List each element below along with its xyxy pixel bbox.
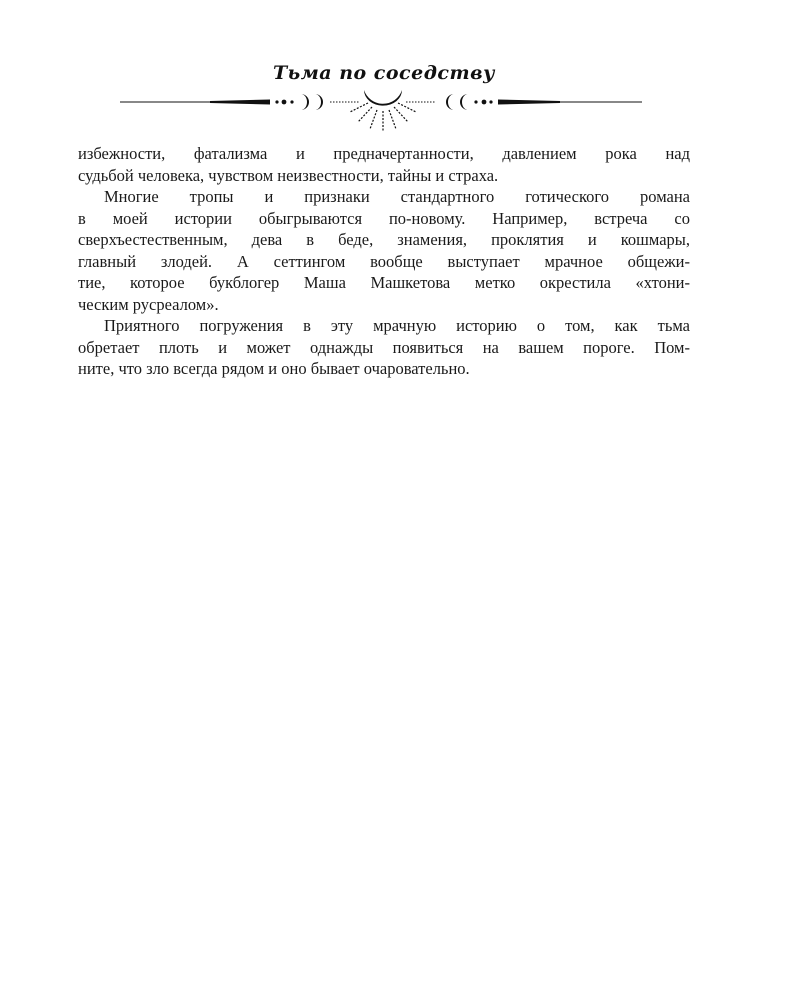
- text-line: тие, которое букблогер Маша Машкетова метко окрестила «хтони-: [78, 273, 690, 292]
- text-line: избежности, фатализма и предначертанности, давлением рока над: [78, 144, 690, 163]
- text-line: Многие тропы и признаки стандартного готического романа: [104, 187, 690, 206]
- text-line: главный злодей. А сеттингом вообще выступает мрачное общежи-: [78, 251, 690, 271]
- text-line: ческим русреалом».: [78, 294, 219, 314]
- running-title: Тьма по соседству: [273, 62, 495, 84]
- text-line: обретает плоть и может однажды появиться на вашем пороге. Пом-: [78, 337, 690, 357]
- text-line: в моей истории обыгрываются по-новому. Например, встреча со: [78, 208, 690, 228]
- text-line: сверхъестественным, дева в беде, знамения, проклятия и кошмары,: [78, 230, 690, 249]
- text-line: судьбой человека, чувством неизвестности, тайны и страха.: [78, 165, 499, 185]
- text-line: Приятного погружения в эту мрачную историю о том, как тьма: [104, 316, 690, 335]
- text-line: ните, что зло всегда рядом и оно бывает очаровательно.: [78, 359, 470, 378]
- body-text: [78, 143, 690, 380]
- crescent-moon-sun-ornament-icon: [120, 84, 650, 134]
